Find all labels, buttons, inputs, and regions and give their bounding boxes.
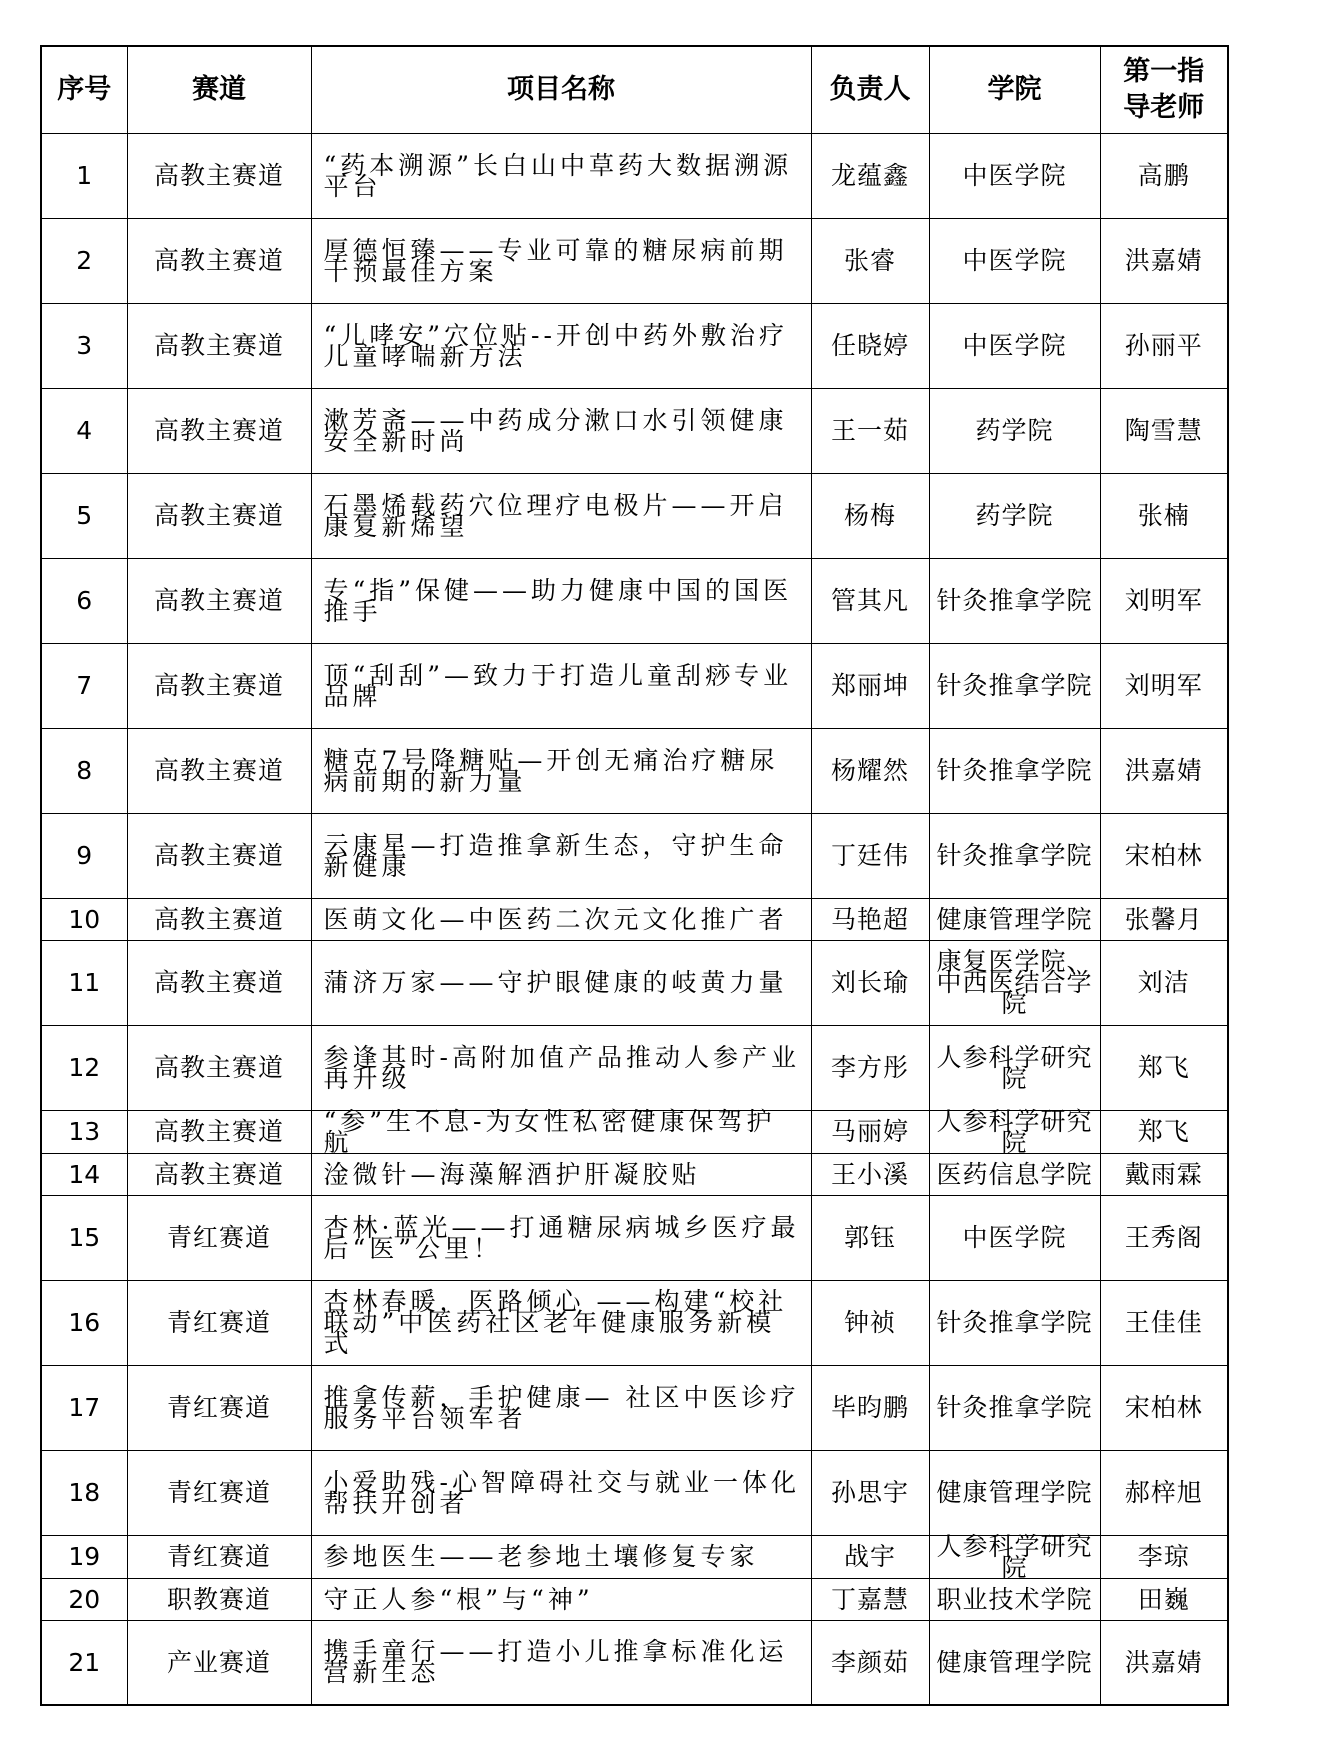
cell-leader: 王小溪	[811, 1153, 929, 1195]
cell-advisor: 高鹏	[1100, 133, 1228, 218]
cell-advisor: 刘明军	[1100, 643, 1228, 728]
cell-project: 厚德恒臻——专业可靠的糖尿病前期干预最佳方案	[311, 218, 811, 303]
cell-leader: 龙蕴鑫	[811, 133, 929, 218]
cell-track: 青红赛道	[127, 1535, 311, 1578]
cell-leader: 杨梅	[811, 473, 929, 558]
header-project: 项目名称	[311, 46, 811, 133]
cell-advisor: 洪嘉婧	[1100, 1620, 1228, 1705]
header-advisor: 第一指导老师	[1100, 46, 1228, 133]
cell-project: 医萌文化—中医药二次元文化推广者	[311, 898, 811, 940]
table-row	[41, 218, 1228, 303]
table-row	[41, 1578, 1228, 1620]
cell-college: 医药信息学院	[929, 1153, 1100, 1195]
cell-college: 职业技术学院	[929, 1578, 1100, 1620]
table-row	[41, 1110, 1228, 1153]
table-row	[41, 473, 1228, 558]
table-row	[41, 558, 1228, 643]
table-row	[41, 1365, 1228, 1450]
cell-advisor: 孙丽平	[1100, 303, 1228, 388]
cell-leader: 王一茹	[811, 388, 929, 473]
cell-track: 高教主赛道	[127, 813, 311, 898]
table-row	[41, 1280, 1228, 1365]
cell-advisor: 郑飞	[1100, 1110, 1228, 1153]
table-row	[41, 1195, 1228, 1280]
cell-college: 针灸推拿学院	[929, 643, 1100, 728]
cell-index: 21	[41, 1620, 127, 1705]
cell-index: 16	[41, 1280, 127, 1365]
cell-advisor: 郑飞	[1100, 1025, 1228, 1110]
cell-index: 5	[41, 473, 127, 558]
header-row	[41, 46, 1228, 133]
cell-advisor: 刘洁	[1100, 940, 1228, 1025]
cell-track: 高教主赛道	[127, 1153, 311, 1195]
cell-college: 人参科学研究院	[929, 1025, 1100, 1110]
cell-leader: 马艳超	[811, 898, 929, 940]
cell-index: 19	[41, 1535, 127, 1578]
cell-index: 4	[41, 388, 127, 473]
header-leader: 负责人	[811, 46, 929, 133]
cell-index: 17	[41, 1365, 127, 1450]
cell-leader: 管其凡	[811, 558, 929, 643]
cell-project: 杏林·蓝光——打通糖尿病城乡医疗最后“医”公里！	[311, 1195, 811, 1280]
cell-advisor: 田巍	[1100, 1578, 1228, 1620]
cell-project: 顶“刮刮”—致力于打造儿童刮痧专业品牌	[311, 643, 811, 728]
cell-leader: 丁嘉慧	[811, 1578, 929, 1620]
cell-leader: 战宇	[811, 1535, 929, 1578]
cell-index: 7	[41, 643, 127, 728]
cell-project: 云康星—打造推拿新生态，守护生命新健康	[311, 813, 811, 898]
cell-leader: 刘长瑜	[811, 940, 929, 1025]
cell-project: 参逢其时-高附加值产品推动人参产业再升级	[311, 1025, 811, 1110]
cell-leader: 钟祯	[811, 1280, 929, 1365]
cell-college: 健康管理学院	[929, 1620, 1100, 1705]
table-row	[41, 813, 1228, 898]
cell-college: 药学院	[929, 388, 1100, 473]
table-row	[41, 1535, 1228, 1578]
table-row	[41, 1450, 1228, 1535]
cell-college: 针灸推拿学院	[929, 1280, 1100, 1365]
cell-project: 专“指”保健——助力健康中国的国医推手	[311, 558, 811, 643]
cell-leader: 李颜茹	[811, 1620, 929, 1705]
cell-college: 中医学院	[929, 1195, 1100, 1280]
cell-index: 13	[41, 1110, 127, 1153]
cell-project: 淦微针—海藻解酒护肝凝胶贴	[311, 1153, 811, 1195]
cell-index: 6	[41, 558, 127, 643]
cell-track: 青红赛道	[127, 1280, 311, 1365]
cell-advisor: 宋柏林	[1100, 1365, 1228, 1450]
cell-leader: 李方彤	[811, 1025, 929, 1110]
cell-leader: 马丽婷	[811, 1110, 929, 1153]
table-row	[41, 898, 1228, 940]
cell-advisor: 郝梓旭	[1100, 1450, 1228, 1535]
cell-track: 青红赛道	[127, 1450, 311, 1535]
cell-track: 高教主赛道	[127, 133, 311, 218]
cell-track: 高教主赛道	[127, 728, 311, 813]
cell-advisor: 王秀阁	[1100, 1195, 1228, 1280]
cell-track: 高教主赛道	[127, 1025, 311, 1110]
cell-track: 青红赛道	[127, 1365, 311, 1450]
cell-index: 2	[41, 218, 127, 303]
cell-college: 健康管理学院	[929, 1450, 1100, 1535]
cell-college: 人参科学研究院	[929, 1110, 1100, 1153]
cell-college: 针灸推拿学院	[929, 1365, 1100, 1450]
cell-index: 10	[41, 898, 127, 940]
header-college: 学院	[929, 46, 1100, 133]
cell-college: 中医学院	[929, 303, 1100, 388]
cell-college: 针灸推拿学院	[929, 813, 1100, 898]
table-row	[41, 1025, 1228, 1110]
cell-track: 高教主赛道	[127, 898, 311, 940]
cell-advisor: 刘明军	[1100, 558, 1228, 643]
cell-track: 高教主赛道	[127, 473, 311, 558]
cell-college: 针灸推拿学院	[929, 728, 1100, 813]
cell-college: 药学院	[929, 473, 1100, 558]
cell-track: 高教主赛道	[127, 940, 311, 1025]
cell-advisor: 陶雪慧	[1100, 388, 1228, 473]
cell-track: 高教主赛道	[127, 643, 311, 728]
cell-project: 蒲济万家——守护眼健康的岐黄力量	[311, 940, 811, 1025]
cell-advisor: 洪嘉婧	[1100, 728, 1228, 813]
cell-advisor: 李琼	[1100, 1535, 1228, 1578]
cell-college: 健康管理学院	[929, 898, 1100, 940]
cell-track: 职教赛道	[127, 1578, 311, 1620]
cell-project: 携手童行——打造小儿推拿标准化运营新生态	[311, 1620, 811, 1705]
cell-index: 12	[41, 1025, 127, 1110]
cell-advisor: 洪嘉婧	[1100, 218, 1228, 303]
table-row	[41, 388, 1228, 473]
cell-leader: 杨耀然	[811, 728, 929, 813]
cell-leader: 毕昀鹏	[811, 1365, 929, 1450]
table-row	[41, 1620, 1228, 1705]
cell-index: 1	[41, 133, 127, 218]
cell-advisor: 王佳佳	[1100, 1280, 1228, 1365]
header-track: 赛道	[127, 46, 311, 133]
cell-track: 高教主赛道	[127, 303, 311, 388]
table-body	[41, 133, 1228, 1705]
cell-college: 中医学院	[929, 218, 1100, 303]
cell-track: 产业赛道	[127, 1620, 311, 1705]
table-row	[41, 728, 1228, 813]
cell-leader: 郑丽坤	[811, 643, 929, 728]
cell-index: 8	[41, 728, 127, 813]
cell-leader: 孙思宇	[811, 1450, 929, 1535]
cell-track: 高教主赛道	[127, 558, 311, 643]
table-row	[41, 133, 1228, 218]
cell-project: 守正人参“根”与“神”	[311, 1578, 811, 1620]
cell-track: 高教主赛道	[127, 1110, 311, 1153]
table-row	[41, 940, 1228, 1025]
header-index: 序号	[41, 46, 127, 133]
cell-college: 康复医学院、中西医结合学院	[929, 940, 1100, 1025]
table-row	[41, 303, 1228, 388]
table-row	[41, 1153, 1228, 1195]
cell-index: 15	[41, 1195, 127, 1280]
cell-leader: 丁廷伟	[811, 813, 929, 898]
cell-project: 糖克7号降糖贴—开创无痛治疗糖尿病前期的新力量	[311, 728, 811, 813]
cell-project: 漱芳斋——中药成分漱口水引领健康安全新时尚	[311, 388, 811, 473]
cell-track: 青红赛道	[127, 1195, 311, 1280]
cell-college: 人参科学研究院	[929, 1535, 1100, 1578]
project-table	[40, 45, 1229, 1706]
cell-college: 针灸推拿学院	[929, 558, 1100, 643]
cell-project: 参地医生——老参地土壤修复专家	[311, 1535, 811, 1578]
cell-project: 杏林春暖，医路倾心 ——构建“校社联动”中医药社区老年健康服务新模式	[311, 1280, 811, 1365]
cell-college: 中医学院	[929, 133, 1100, 218]
cell-advisor: 张馨月	[1100, 898, 1228, 940]
cell-advisor: 张楠	[1100, 473, 1228, 558]
cell-project: 推拿传薪，手护健康— 社区中医诊疗服务平台领军者	[311, 1365, 811, 1450]
cell-leader: 张睿	[811, 218, 929, 303]
cell-project: 小爱助残-心智障碍社交与就业一体化帮扶开创者	[311, 1450, 811, 1535]
cell-leader: 任晓婷	[811, 303, 929, 388]
cell-project: “参”生不息-为女性私密健康保驾护航	[311, 1110, 811, 1153]
cell-project: “儿哮安”穴位贴--开创中药外敷治疗儿童哮喘新方法	[311, 303, 811, 388]
cell-track: 高教主赛道	[127, 388, 311, 473]
cell-index: 9	[41, 813, 127, 898]
cell-index: 11	[41, 940, 127, 1025]
cell-advisor: 戴雨霖	[1100, 1153, 1228, 1195]
cell-index: 18	[41, 1450, 127, 1535]
cell-index: 20	[41, 1578, 127, 1620]
cell-track: 高教主赛道	[127, 218, 311, 303]
cell-project: “药本溯源”长白山中草药大数据溯源平台	[311, 133, 811, 218]
cell-index: 14	[41, 1153, 127, 1195]
cell-advisor: 宋柏林	[1100, 813, 1228, 898]
cell-index: 3	[41, 303, 127, 388]
cell-leader: 郭钰	[811, 1195, 929, 1280]
cell-project: 石墨烯载药穴位理疗电极片——开启康复新烯望	[311, 473, 811, 558]
table-row	[41, 643, 1228, 728]
